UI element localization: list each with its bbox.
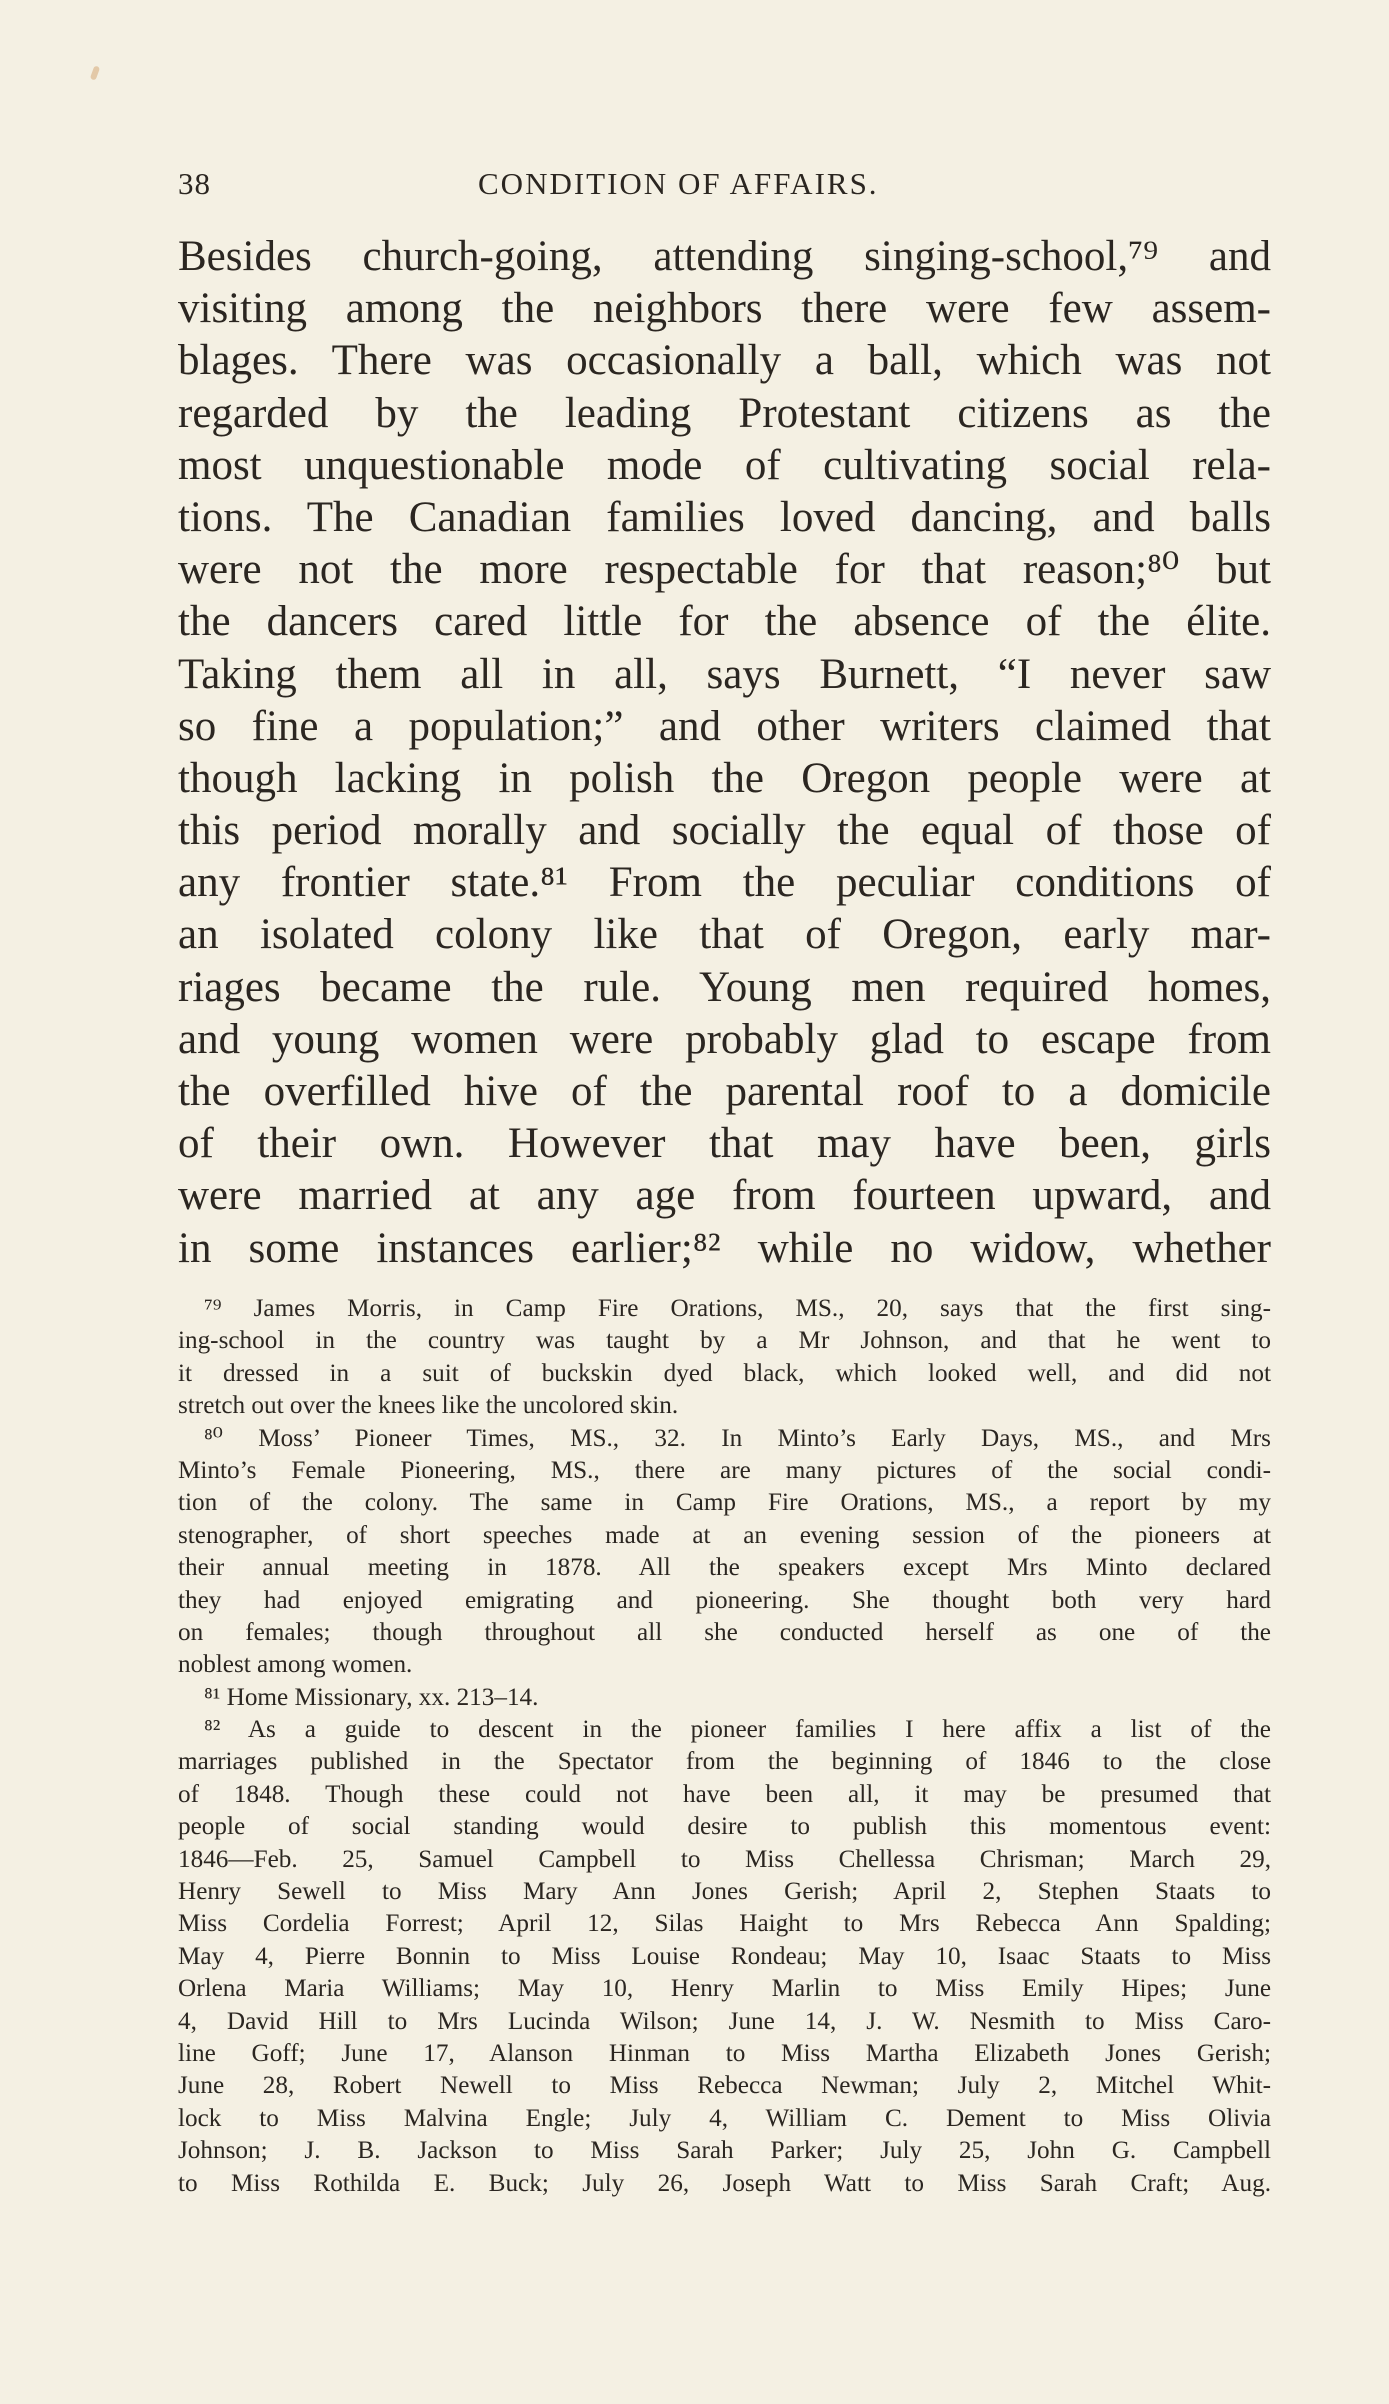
footnote-line: Henry Sewell to Miss Mary Ann Jones Gerish; April 2, Stephen Staats to [178,1878,1271,1906]
body-line: most unquestionable mode of cultivating social rela- [178,441,1271,489]
footnote-line: Orlena Maria Williams; May 10, Henry Marlin to Miss Emily Hipes; June [178,1975,1271,2003]
footnote-line: their annual meeting in 1878. All the speakers except Mrs Minto declared [178,1554,1271,1582]
body-line: this period morally and socially the equal of those of [178,807,1271,855]
body-text [178,231,1271,1275]
page-header [178,166,1268,216]
footnote-line: lock to Miss Malvina Engle; July 4, William C. Dement to Miss Olivia [178,2104,1271,2132]
footnote-line: marriages published in the Spectator from the beginning of 1846 to the close [178,1748,1271,1776]
footnote-line: it dressed in a suit of buckskin dyed black, which looked well, and did not [178,1359,1271,1387]
footnote-line: Minto’s Female Pioneering, MS., there are many pictures of the social condi- [178,1456,1271,1484]
footnote-line: to Miss Rothilda E. Buck; July 26, Joseph Watt to Miss Sarah Craft; Aug. [178,2169,1271,2197]
body-line: though lacking in polish the Oregon people were at [178,754,1271,802]
body-line: in some instances earlier;⁸² while no widow, whether [178,1224,1271,1272]
footnotes [178,1293,1271,2200]
footnote-line: tion of the colony. The same in Camp Fire Orations, MS., a report by my [178,1489,1271,1517]
body-line: were not the more respectable for that reason;⁸⁰ but [178,546,1271,594]
body-line: of their own. However that may have been, girls [178,1120,1271,1168]
body-line: the dancers cared little for the absence of the élite. [178,598,1271,646]
footnote-line: June 28, Robert Newell to Miss Rebecca Newman; July 2, Mitchel Whit- [178,2072,1271,2100]
footnote-line: ing-school in the country was taught by a Mr Johnson, and that he went to [178,1327,1271,1355]
footnote-line: May 4, Pierre Bonnin to Miss Louise Rondeau; May 10, Isaac Staats to Miss [178,1942,1271,1970]
body-line: any frontier state.⁸¹ From the peculiar conditions of [178,859,1271,907]
page-smudge [90,65,100,80]
footnote-line: of 1848. Though these could not have been all, it may be presumed that [178,1780,1271,1808]
footnote-79: ⁷⁹ James Morris, in Camp Fire Orations, MS., 20, says that the first sing- [204,1295,1271,1322]
body-line: regarded by the leading Protestant citizens as the [178,389,1271,437]
footnote-line: line Goff; June 17, Alanson Hinman to Miss Martha Elizabeth Jones Gerish; [178,2039,1271,2067]
footnote-line: on females; though throughout all she conducted herself as one of the [178,1618,1271,1646]
footnote-line: Johnson; J. B. Jackson to Miss Sarah Parker; July 25, John G. Campbell [178,2137,1271,2165]
body-line: were married at any age from fourteen upward, and [178,1172,1271,1220]
footnote-80: ⁸⁰ Moss’ Pioneer Times, MS., 32. In Minto’s Early Days, MS., and Mrs [204,1424,1271,1452]
footnote-82: ⁸² As a guide to descent in the pioneer families I here affix a list of the [204,1716,1271,1744]
running-head: CONDITION OF AFFAIRS. [478,166,879,201]
footnote-line: 1846—Feb. 25, Samuel Campbell to Miss Chellessa Chrisman; March 29, [178,1845,1271,1873]
footnote-line: Miss Cordelia Forrest; April 12, Silas Haight to Mrs Rebecca Ann Spalding; [178,1910,1271,1938]
footnote-line: noblest among women. [178,1651,413,1679]
body-line: Besides church-going, attending singing-school,⁷⁹ and [178,233,1271,280]
body-line: tions. The Canadian families loved dancing, and balls [178,493,1271,541]
body-line: blages. There was occasionally a ball, which was not [178,337,1271,385]
footnote-line: 4, David Hill to Mrs Lucinda Wilson; June 14, J. W. Nesmith to Miss Caro- [178,2007,1271,2035]
body-line: the overfilled hive of the parental roof to a domicile [178,1068,1271,1115]
body-line: visiting among the neighbors there were few assem- [178,285,1271,333]
footnote-line: stretch out over the knees like the uncolored skin. [178,1392,679,1420]
body-line: riages became the rule. Young men required homes, [178,963,1271,1011]
page-number: 38 [178,166,211,201]
footnote-81: ⁸¹ Home Missionary, xx. 213–14. [204,1683,539,1711]
footnote-line: people of social standing would desire to publish this momentous event: [178,1813,1271,1841]
body-line: so fine a population;” and other writers claimed that [178,702,1271,750]
footnote-line: stenographer, of short speeches made at an evening session of the pioneers at [178,1521,1271,1549]
body-line: an isolated colony like that of Oregon, early mar- [178,911,1271,959]
body-line: and young women were probably glad to escape from [178,1015,1271,1063]
body-line: Taking them all in all, says Burnett, “I never saw [178,650,1271,698]
footnote-line: they had enjoyed emigrating and pioneering. She thought both very hard [178,1586,1271,1614]
